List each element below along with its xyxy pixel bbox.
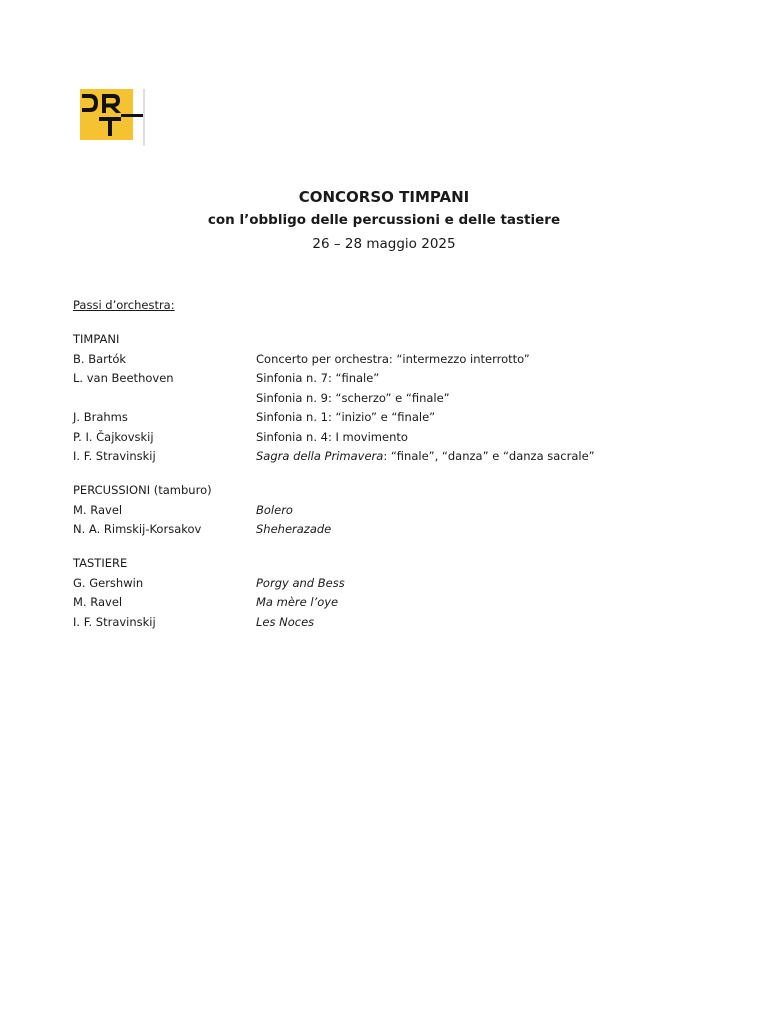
list-item [73, 447, 713, 467]
composer: M. Ravel [73, 502, 123, 517]
ort-logo-icon [80, 89, 146, 146]
work-title: Sheherazade [256, 522, 332, 536]
work: Sinfonia n. 4: I movimento [256, 429, 408, 444]
work [256, 447, 595, 467]
work-title: Porgy and Bess [256, 575, 345, 590]
group-title: PERCUSSIONI (tamburo) [73, 483, 212, 497]
document-title: CONCORSO TIMPANI [298, 188, 470, 206]
work: Sinfonia n. 9: “scherzo” e “finale” [256, 390, 450, 405]
composer: M. Ravel [73, 595, 123, 609]
work-title: Bolero [256, 502, 293, 517]
list-item [73, 613, 713, 633]
list-item [73, 408, 713, 428]
work-title: Les Noces [256, 614, 315, 629]
group-title: TIMPANI [73, 332, 120, 346]
repertoire-list [73, 330, 713, 647]
list-item [73, 389, 713, 409]
list-item [73, 369, 713, 389]
work: Sinfonia n. 1: “inizio” e “finale” [256, 410, 436, 424]
composer: G. Gershwin [73, 575, 144, 590]
work-movements: : “finale”, “danza” e “danza sacrale” [383, 449, 595, 463]
list-item [73, 350, 713, 370]
composer: P. I. Čajkovskij [73, 429, 154, 444]
composer: N. A. Rimskij-Korsakov [73, 522, 202, 536]
ort-logo [80, 89, 146, 146]
list-item [73, 593, 713, 613]
document-heading [0, 186, 768, 256]
competition-dates: 26 – 28 maggio 2025 [312, 236, 456, 252]
group-percussioni [73, 481, 713, 540]
work: Concerto per orchestra: “intermezzo interrotto” [256, 351, 530, 366]
composer [73, 389, 256, 409]
composer: B. Bartók [73, 351, 127, 366]
composer: I. F. Stravinskij [73, 449, 156, 463]
document-subtitle: con l’obbligo delle percussioni e delle tastiere [207, 212, 561, 228]
section-title: Passi d’orchestra: [73, 298, 175, 312]
list-item [73, 520, 713, 540]
group-tastiere [73, 554, 713, 632]
list-item [73, 428, 713, 448]
group-timpani [73, 330, 713, 467]
composer: I. F. Stravinskij [73, 614, 156, 629]
composer: J. Brahms [73, 410, 128, 424]
list-item [73, 574, 713, 594]
list-item [73, 501, 713, 521]
work-title: Ma mère l’oye [256, 595, 339, 609]
group-title: TASTIERE [73, 556, 128, 570]
work: Sinfonia n. 7: “finale” [256, 371, 380, 385]
composer: L. van Beethoven [73, 371, 174, 385]
work-title: Sagra della Primavera [256, 449, 384, 463]
